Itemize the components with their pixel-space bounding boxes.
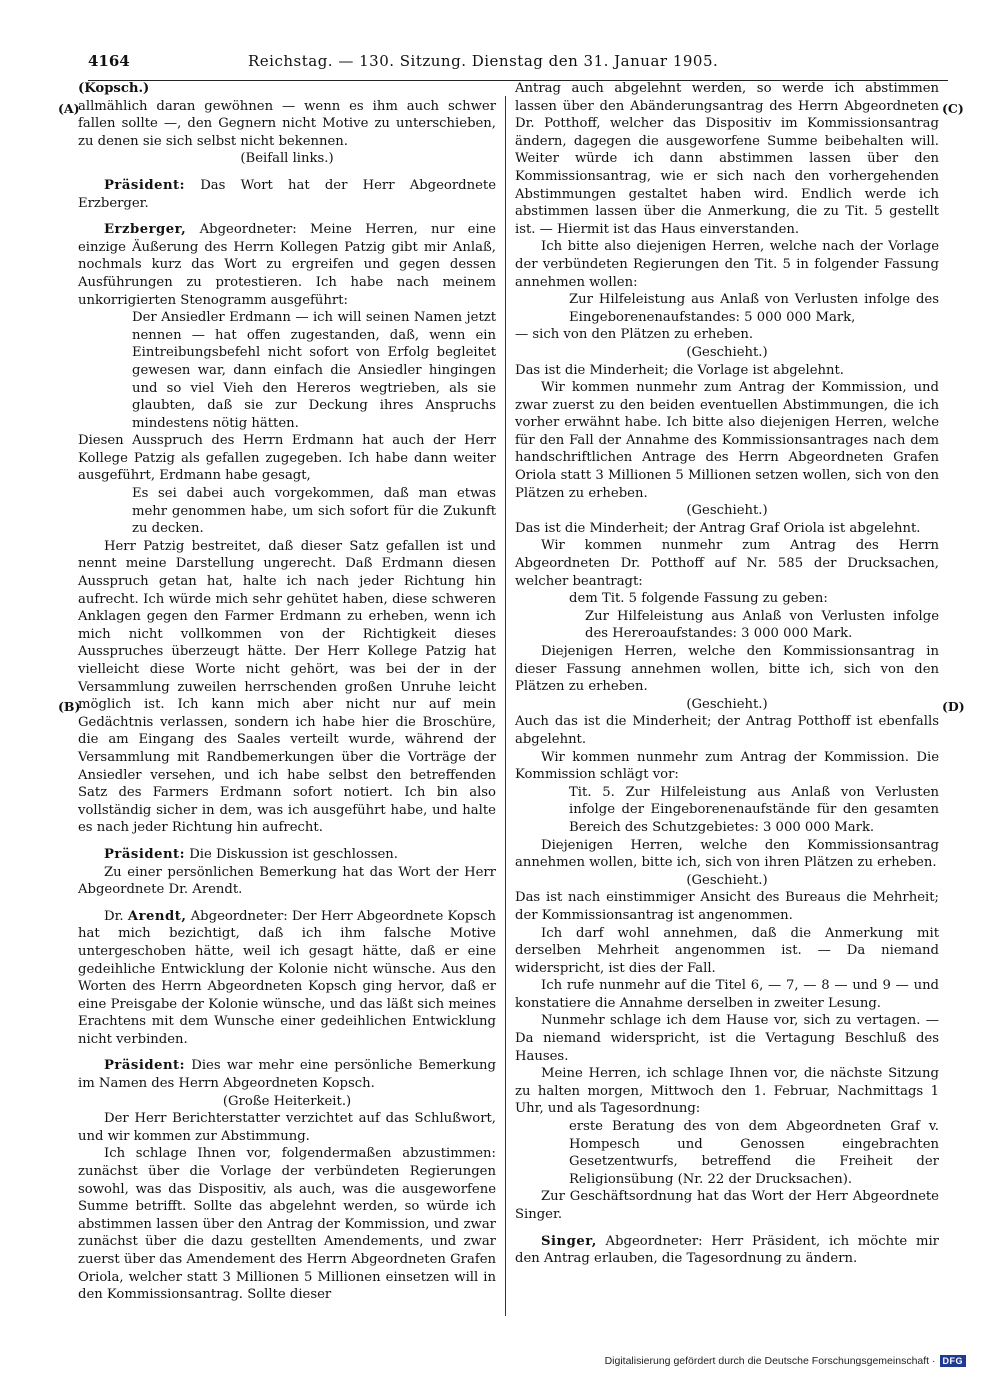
statement-text: Die Diskussion ist geschlossen. xyxy=(189,846,398,862)
footer-credit xyxy=(605,1355,966,1367)
action-note: (Geschieht.) xyxy=(686,696,768,712)
singer-speech xyxy=(515,1233,939,1268)
paragraph: Ich schlage Ihnen vor, folgendermaßen abzustimmen: zunächst über die Vorlage der verbündeten Regierungen sowohl, was das Dispositiv, als auch, was die ausgeworfene Summe betrifft. Sollte das abgelehnt werden, so würde ich abstimmen lassen über den Antrag der Kommission, und zwar zunächst über die dazu gestellten Amendements, und zwar zuerst über das Amendement des Herrn Abgeordneten Grafen Oriola, welcher statt 3 Millionen 5 Millionen einsetzen will in den Kommissionsantrag. Sollte dieser xyxy=(78,1146,496,1303)
paragraph: Ich rufe nunmehr auf die Titel 6, — 7, — 8 — und 9 — und konstatiere die Annahme derselben in zweiter Lesung. xyxy=(515,978,939,1011)
margin-marker-b: (B) xyxy=(58,699,81,714)
quotation: erste Beratung des von dem Abgeordneten Graf v. Hompesch und Genossen eingebrachten Gesetzentwurfs, betreffend die Freiheit der Religionsübung (Nr. 22 der Drucksachen). xyxy=(569,1119,939,1187)
president-statement xyxy=(78,1057,496,1092)
speaker-title: Dr. xyxy=(104,908,124,924)
paragraph: Diesen Ausspruch des Herrn Erdmann hat auch der Herr Kollege Patzig als gefallen zugegeben. Ich habe dann weiter ausgeführt, Erdmann habe gesagt, xyxy=(78,433,496,484)
quotation: Es sei dabei auch vorgekommen, daß man etwas mehr genommen habe, um sich sofort für die Zukunft zu decken. xyxy=(132,486,496,537)
quotation: Tit. 5. Zur Hilfeleistung aus Anlaß von Verlusten infolge der Eingeborenenaufstände für den gesamten Bereich des Schutzgebietes: 3 000 000 Mark. xyxy=(569,784,939,835)
quotation: Zur Hilfeleistung aus Anlaß von Verlusten infolge des Hereroaufstandes: 3 000 000 Mark. xyxy=(585,608,939,642)
paragraph: Das ist die Minderheit; der Antrag Graf Oriola ist abgelehnt. xyxy=(515,520,921,536)
statement-text: Dies war mehr eine persönliche Bemerkung im Namen des Herrn Abgeordneten Kopsch. xyxy=(78,1058,496,1092)
running-head: Reichstag. — 130. Sitzung. Dienstag den 31. Januar 1905. xyxy=(248,52,719,70)
margin-marker-c: (C) xyxy=(942,101,964,116)
quotation: Der Ansiedler Erdmann — ich will seinen Namen jetzt nennen — hat offen zugestanden, daß, wenn ein Eintreibungsbefehl nicht sofort von Erfolg begleitet gewesen war, dann einfach die Ansiedler hingingen und so viel Vieh den Hereros wegtrieben, als sie glaubten, daß sie zur Deckung ihres Anspruchs mindestens nötig hätten. xyxy=(132,310,496,431)
quotation: dem Tit. 5 folgende Fassung zu geben: xyxy=(569,591,828,607)
erzberger-speech xyxy=(78,221,496,309)
paragraph: Wir kommen nunmehr zum Antrag der Kommission, und zwar zuerst zu den beiden eventuellen Abstimmungen, die ich vorher erwähnt habe. Ich bitte also diejenigen Herren, welche für den Fall der Annahme des Kommissionsantrages nach dem handschriftlichen Antrage des Herrn Abgeordneten Grafen Oriola statt 3 Millionen 5 Millionen setzen wollen, sich von den Plätzen zu erheben. xyxy=(515,380,939,501)
speaker-continuation: (Kopsch.) xyxy=(78,81,150,96)
paragraph: Diejenigen Herren, welche den Kommissionsantrag in dieser Fassung annehmen wollen, bitte ich, sich von den Plätzen zu erheben. xyxy=(515,644,939,695)
paragraph: Meine Herren, ich schlage Ihnen vor, die nächste Sitzung zu halten morgen, Mittwoch den 1. Februar, Nachmittags 1 Uhr, und als Tagesordnung: xyxy=(515,1066,939,1117)
paragraph: Das ist die Minderheit; die Vorlage ist abgelehnt. xyxy=(515,362,844,378)
president-statement xyxy=(78,177,496,212)
margin-marker-a: (A) xyxy=(58,101,80,116)
dfg-logo-icon: DFG xyxy=(940,1355,967,1367)
action-note: (Geschieht.) xyxy=(686,872,768,888)
applause-note: (Beifall links.) xyxy=(240,151,334,167)
margin-marker-d: (D) xyxy=(942,699,965,714)
speech-text: Abgeordneter: Meine Herren, nur eine einzige Äußerung des Herrn Kollegen Patzig gibt mir Anlaß, nochmals kurz das Wort zu ergreifen und gegen dessen Ausführungen zu protestieren. Ich habe nach meinem unkorrigierten Stenogramm ausgeführt: xyxy=(78,222,496,308)
speech-text: Abgeordneter: Herr Präsident, ich möchte mir den Antrag erlauben, die Tagesordnung zu ändern. xyxy=(515,1233,939,1267)
speech-text: Abgeordneter: Der Herr Abgeordnete Kopsch hat mich bezichtigt, daß ich ihm falsche Motive untergeschoben hätte, weil ich gesagt hätte, daß er eine gedeihliche Entwicklung der Kolonie nicht wünsche. Aus den Worten des Herrn Abgeordneten Kopsch ging hervor, daß er eine Preisgabe der Kolonie wünsche, und das läßt sich meines Erachtens mit dem Wunsche einer gedeihlichen Entwicklung nicht verbinden. xyxy=(78,908,497,1047)
left-column xyxy=(78,80,496,1304)
speaker-name: Arendt, xyxy=(127,908,187,924)
arendt-speech xyxy=(78,908,496,1049)
president-statement xyxy=(78,846,496,864)
paragraph: Diejenigen Herren, welche den Kommissionsantrag annehmen wollen, bitte ich, sich von ihren Plätzen zu erheben. xyxy=(515,837,939,871)
action-note: (Geschieht.) xyxy=(686,503,768,519)
paragraph: Wir kommen nunmehr zum Antrag der Kommission. Die Kommission schlägt vor: xyxy=(515,749,939,783)
paragraph: Ich bitte also diejenigen Herren, welche nach der Vorlage der verbündeten Regierungen den Tit. 5 in folgender Fassung annehmen wollen: xyxy=(515,239,939,290)
paragraph: Wir kommen nunmehr zum Antrag des Herrn Abgeordneten Dr. Potthoff auf Nr. 585 der Drucksachen, welcher beantragt: xyxy=(515,538,939,589)
page-number: 4164 xyxy=(88,52,130,70)
quotation: Zur Hilfeleistung aus Anlaß von Verlusten infolge des Eingeborenenaufstandes: 5 000 000 Mark, xyxy=(569,292,939,325)
speaker-name: Präsident: xyxy=(104,177,186,193)
paragraph: Nunmehr schlage ich dem Hause vor, sich zu vertagen. — Da niemand widerspricht, ist die Vertagung Beschluß des Hauses. xyxy=(515,1013,939,1064)
speaker-name: Präsident: xyxy=(104,1058,186,1074)
footer-text: Digitalisierung gefördert durch die Deutsche Forschungsgemeinschaft · xyxy=(604,1355,936,1367)
applause-note: (Große Heiterkeit.) xyxy=(222,1093,352,1109)
paragraph: Zu einer persönlichen Bemerkung hat das Wort der Herr Abgeordnete Dr. Arendt. xyxy=(78,864,496,898)
paragraph: Auch das ist die Minderheit; der Antrag Potthoff ist ebenfalls abgelehnt. xyxy=(515,714,939,747)
statement-text: Das Wort hat der Herr Abgeordnete Erzberger. xyxy=(78,177,496,211)
page-header xyxy=(88,52,948,78)
paragraph: Das ist nach einstimmiger Ansicht des Bureaus die Mehrheit; der Kommissionsantrag ist angenommen. xyxy=(515,890,939,923)
paragraph: Antrag auch abgelehnt werden, so werde ich abstimmen lassen über den Abänderungsantrag des Herrn Abgeordneten Dr. Potthoff, welcher das Dispositiv im Kommissionsantrag ändern, dagegen die ausgeworfene Summe beibehalten will. Weiter würde ich dann abstimmen lassen über den Kommissionsantrag, wie er sich nach den vorhergehenden Abstimmungen gestaltet haben wird. Endlich werde ich abstimmen lassen über die Anmerkung, die zu Tit. 5 gestellt ist. — Hiermit ist das Haus einverstanden. xyxy=(515,81,939,237)
paragraph: Zur Geschäftsordnung hat das Wort der Herr Abgeordnete Singer. xyxy=(515,1189,939,1222)
column-divider xyxy=(505,96,506,1316)
paragraph: Der Herr Berichterstatter verzichtet auf das Schlußwort, und wir kommen zur Abstimmung. xyxy=(78,1111,496,1144)
speaker-name: Singer, xyxy=(541,1233,597,1249)
action-note: (Geschieht.) xyxy=(686,344,768,360)
paragraph: — sich von den Plätzen zu erheben. xyxy=(515,327,754,343)
paragraph: Ich darf wohl annehmen, daß die Anmerkung mit derselben Mehrheit angenommen ist. — Da niemand widerspricht, ist dies der Fall. xyxy=(515,925,939,976)
speaker-name: Erzberger, xyxy=(104,222,187,238)
speaker-name: Präsident: xyxy=(104,846,186,862)
right-column xyxy=(515,80,939,1268)
paragraph: Herr Patzig bestreitet, daß dieser Satz gefallen ist und nennt meine Darstellung ungerecht. Daß Erdmann diesen Ausspruch getan hat, halte ich nach jeder Richtung hin aufrecht. Ich würde mich sehr gehütet haben, diese schweren Anklagen gegen den Farmer Erdmann zu erheben, wenn ich mich nicht vollkommen von der Richtigkeit dieses Ausspruches überzeugt hätte. Der Herr Kollege Patzig hat vielleicht diese Worte nicht gehört, was bei der in der Versammlung zuweilen herrschenden großen Unruhe leicht möglich ist. Ich kann mich aber nicht nur auf mein Gedächtnis verlassen, sondern ich habe hier die Broschüre, die am Eingang des Saales verteilt wurde, während der Versammlung mit Randbemerkungen über die Vorträge der Ansiedler versehen, und ich habe selbst den betreffenden Satz des Farmers Erdmann sofort notiert. Ich bin also vollständig sicher in dem, was ich ausgeführt habe, und halte es nach jeder Richtung hin aufrecht. xyxy=(78,538,496,836)
paragraph: allmählich daran gewöhnen — wenn es ihm auch schwer fallen sollte —, den Gegnern nicht Motive zu unterschieben, zu denen sie sich selbst nicht bekennen. xyxy=(78,98,496,149)
